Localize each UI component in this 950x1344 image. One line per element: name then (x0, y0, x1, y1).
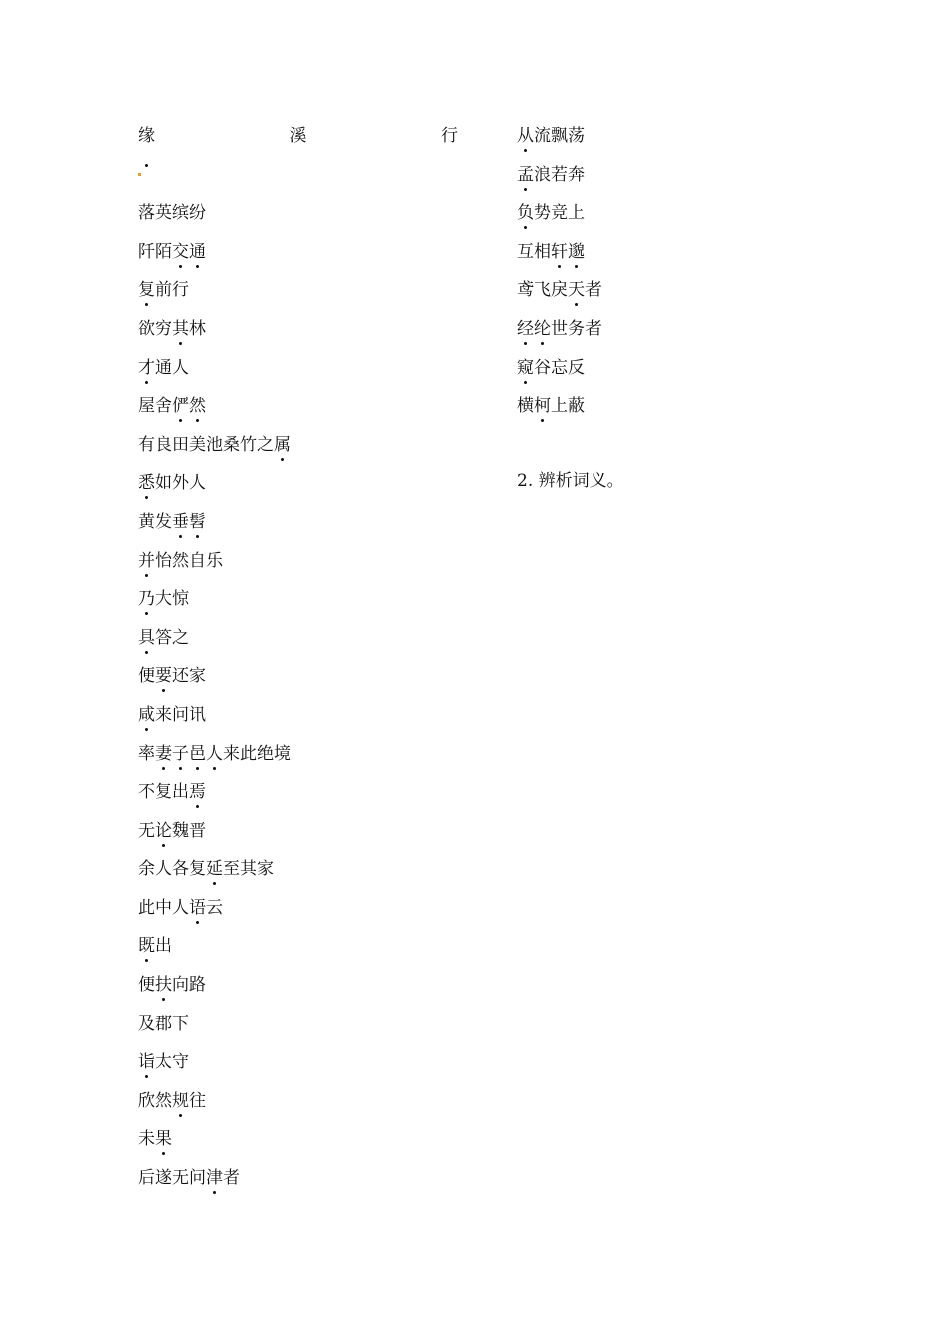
left-column (138, 124, 468, 1205)
emphasis-char: 诣 (138, 1052, 155, 1073)
emphasis-char: 从 (517, 126, 534, 146)
phrase-item: 鸢飞戾天者 (517, 280, 602, 301)
phrase-item: 欲穷其林 (138, 318, 206, 339)
emphasis-char: 子 (172, 743, 189, 764)
emphasis-char: 通 (189, 241, 206, 262)
emphasis-char: 并 (138, 550, 155, 571)
emphasis-char: 孟 (517, 164, 534, 185)
emphasis-char: 轩 (551, 241, 568, 262)
phrase-item: 孟浪若奔 (517, 164, 585, 185)
phrase-item: 乃大惊 (138, 589, 189, 610)
emphasis-char: 复 (138, 280, 155, 301)
emphasis-char: 窥 (517, 357, 534, 378)
phrase-item: 阡陌交通 (138, 241, 206, 262)
emphasis-char: 人 (206, 743, 223, 764)
phrase-item: 诣太守 (138, 1052, 189, 1073)
heading-char: 行 (441, 126, 458, 146)
heading-char: 溪 (289, 126, 307, 146)
emphasis-char: 要 (155, 666, 172, 687)
emphasis-char: 果 (155, 1129, 172, 1150)
phrase-item: 复前行 (138, 280, 189, 301)
phrase-item: 屋舍俨然 (138, 396, 206, 417)
phrase-item: 并怡然自乐 (138, 550, 223, 571)
emphasis-char: 负 (517, 203, 534, 224)
emphasis-char: 纶 (534, 318, 551, 339)
emphasis-char: 属 (274, 434, 291, 455)
phrase-item: 欣然规往 (138, 1090, 206, 1111)
phrase-item: 余人各复延至其家 (138, 859, 274, 880)
phrase-item: 从流飘荡 (517, 126, 585, 146)
emphasis-char: 乃 (138, 589, 155, 610)
emphasis-char: 焉 (189, 782, 206, 803)
emphasis-char: 语 (189, 897, 206, 918)
phrase-item: 具答之 (138, 627, 189, 648)
left-phrase-list (138, 201, 468, 1204)
emphasis-char: 天 (568, 280, 585, 301)
emphasis-char: 俨 (172, 396, 189, 417)
phrase-item: 悉如外人 (138, 473, 206, 494)
emphasis-char: 规 (172, 1090, 189, 1111)
emphasis-char: 髫 (189, 511, 206, 532)
emphasis-char: 邈 (568, 241, 585, 262)
phrase-item: 窥谷忘反 (517, 357, 585, 378)
emphasis-char: 柯 (534, 396, 551, 417)
spacer (517, 433, 847, 469)
section-title: 2. 辨析词义。 (517, 470, 624, 491)
bullet-marker (138, 173, 141, 176)
emphasis-char: 垂 (172, 511, 189, 532)
emphasis-char: 既 (138, 936, 155, 957)
emphasis-char: 邑 (189, 743, 206, 764)
phrase-item: 黄发垂髫 (138, 511, 206, 532)
phrase-item: 互相轩邈 (517, 241, 585, 262)
marker-row (138, 163, 468, 202)
phrase-item: 落英缤纷 (138, 203, 206, 224)
phrase-item: 无论魏晋 (138, 820, 206, 841)
phrase-item: 后遂无问津者 (138, 1168, 240, 1189)
emphasis-char: 妻 (155, 743, 172, 764)
phrase-item: 横柯上蔽 (517, 396, 585, 417)
emphasis-char: 扶 (155, 975, 172, 996)
phrase-item: 未果 (138, 1129, 172, 1150)
phrase-item: 不复出焉 (138, 782, 206, 803)
phrase-item: 便要还家 (138, 666, 206, 687)
emphasis-char: 其 (172, 318, 189, 339)
emphasis-char: 经 (517, 318, 534, 339)
heading-row (138, 124, 458, 163)
emphasis-char: 交 (172, 241, 189, 262)
emphasis-char: 论 (155, 820, 172, 841)
phrase-item: 有良田美池桑竹之属 (138, 434, 291, 455)
phrase-item: 及郡下 (138, 1013, 189, 1034)
emphasis-char: 悉 (138, 473, 155, 494)
right-column (517, 124, 847, 507)
emphasis-char: 延 (206, 859, 223, 880)
phrase-item: 此中人语云 (138, 897, 223, 918)
phrase-item: 既出 (138, 936, 172, 957)
emphasis-char: 津 (206, 1168, 223, 1189)
heading-char: 缘 (138, 124, 155, 163)
phrase-item: 负势竞上 (517, 203, 585, 224)
emphasis-char: 咸 (138, 704, 155, 725)
emphasis-char: 才 (138, 357, 155, 378)
emphasis-char: 然 (189, 396, 206, 417)
emphasis-char: 具 (138, 627, 155, 648)
phrase-item: 咸来问讯 (138, 704, 206, 725)
phrase-item: 经纶世务者 (517, 318, 602, 339)
phrase-item: 率妻子邑人来此绝境 (138, 743, 291, 764)
right-phrase-list (517, 124, 847, 433)
phrase-item: 便扶向路 (138, 975, 206, 996)
phrase-item: 才通人 (138, 357, 189, 378)
